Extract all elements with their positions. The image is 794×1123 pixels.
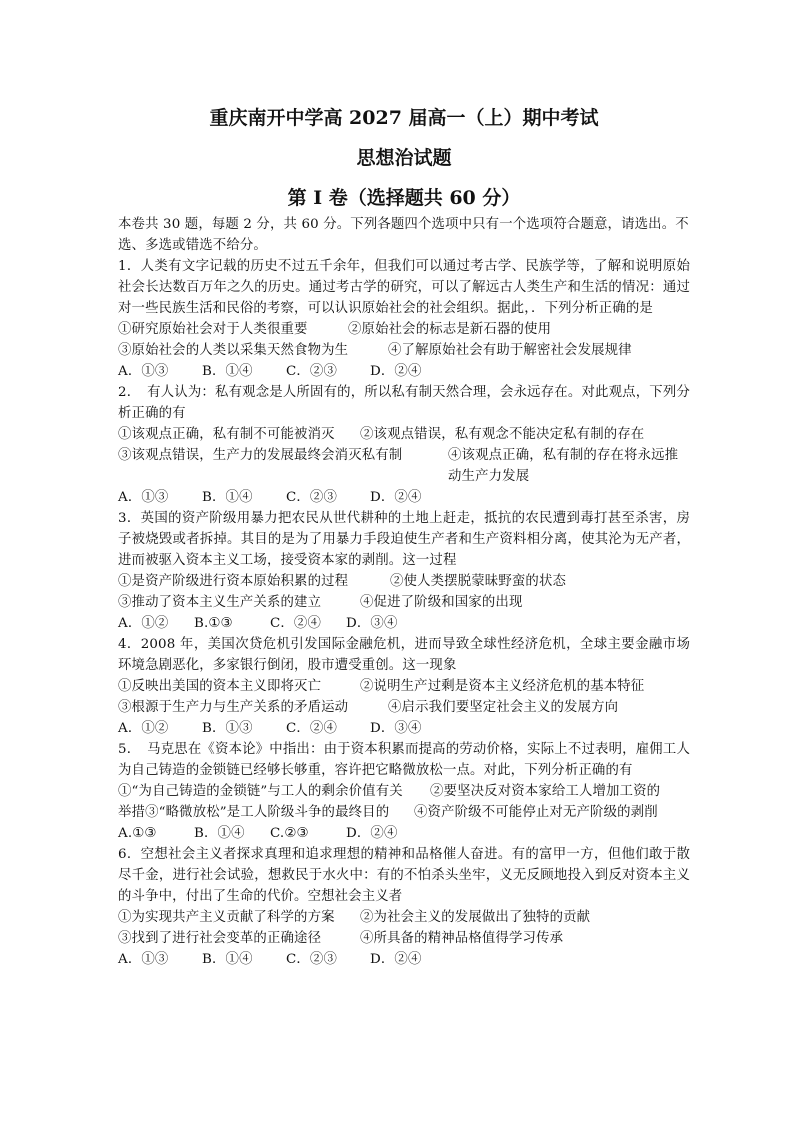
answer-choices <box>118 487 690 508</box>
option: ③推动了资本主义生产关系的建立 <box>118 595 322 610</box>
answer-choice-d: D．②④ <box>370 490 422 505</box>
option: ①是资产阶级进行资本原始积累的过程 <box>118 574 349 589</box>
option: ②该观点错误，私有观念不能决定私有制的存在 <box>360 427 645 442</box>
option-row <box>118 340 690 361</box>
answer-choice-a: A．①③ <box>118 490 169 505</box>
option: ②原始社会的标志是新石器的使用 <box>348 322 552 337</box>
answer-choice-b: B．①④ <box>194 826 245 841</box>
exam-page <box>118 100 690 970</box>
answer-choices <box>118 361 690 382</box>
option: ③找到了进行社会变革的正确途径 <box>118 931 322 946</box>
question-stem: 6．空想社会主义者探求真理和追求理想的精神和品格催人奋进。有的富甲一方，但他们敢于散尽千金，进行社会试验，想救民于水火中：有的不怕杀头坐牢，义无反顾地投入到反对资本主义的斗争中，付出了生命的代价。空想社会主义者 <box>118 847 690 904</box>
answer-choice-a: A．①② <box>118 616 169 631</box>
option: ②为社会主义的发展做出了独特的贡献 <box>360 910 591 925</box>
option-row <box>118 928 690 949</box>
question-stem: 5． 马克思在《资本论》中指出：由于资本积累而提高的劳动价格，实际上不过表明，雇佣工人为自己铸造的金锁链已经够长够重，容许把它略微放松一点。对此，下列分析正确的有 <box>118 742 690 778</box>
answer-choice-d: D．②④ <box>370 952 422 967</box>
answer-choices <box>118 718 690 739</box>
answer-choice-c: C．②③ <box>286 952 338 967</box>
question-1 <box>118 256 690 382</box>
answer-choice-c: C．②④ <box>270 616 322 631</box>
option-row <box>118 781 690 802</box>
answer-choice-b: B．①③ <box>202 721 253 736</box>
option-row <box>118 319 690 340</box>
option: ④促进了阶级和国家的出现 <box>360 595 523 610</box>
answer-choice-d: D．③④ <box>370 721 422 736</box>
option: ②使人类摆脱蒙昧野蛮的状态 <box>390 574 567 589</box>
question-stem: 1．人类有文字记载的历史不过五千余年，但我们可以通过考古学、民族学等，了解和说明原始社会长达数百万年之久的历史。通过考古学的研究，可以了解远古人类生产和生活的情况：通过对一些民族生活和民俗的考察，可以认识原始社会的社会组织。据此，．下列分析正确的是 <box>118 259 690 316</box>
option: ②说明生产过剩是资本主义经济危机的基本特征 <box>360 679 645 694</box>
answer-choices <box>118 613 690 634</box>
option-row <box>118 445 690 487</box>
question-2 <box>118 382 690 508</box>
option: ②要坚决反对资本家给工人增加工资的 <box>430 784 661 799</box>
option: ③该观点错误，生产力的发展最终会消灭私有制 <box>118 448 403 463</box>
question-6 <box>118 844 690 970</box>
question-stem: 4．2008 年，美国次贷危机引发国际金融危机，进而导致全球性经济危机，全球主要金融市场环境急剧恶化，多家银行倒闭，股市遭受重创。这一现象 <box>118 637 690 673</box>
option: ①反映出美国的资本主义即将灭亡 <box>118 679 322 694</box>
question-4 <box>118 634 690 739</box>
section-title: 第 I 卷（选择题共 60 分） <box>287 187 521 209</box>
answer-choices <box>118 949 690 970</box>
answer-choice-c: C．②④ <box>286 721 338 736</box>
answer-choice-a: A.①③ <box>118 826 157 841</box>
option: ③根源于生产力与生产关系的矛盾运动 <box>118 700 349 715</box>
answer-choice-b: B．①④ <box>202 952 253 967</box>
exam-body <box>118 214 690 970</box>
instructions: 本卷共 30 题，每题 2 分，共 60 分。下列各题四个选项中只有一个选项符合题意，请选出。不选、多选或错选不给分。 <box>118 217 689 253</box>
answer-choice-c: C.②③ <box>270 826 309 841</box>
option-row <box>118 424 690 445</box>
question-stem: 2． 有人认为：私有观念是人所固有的，所以私有制天然合理，会永远存在。对此观点，下列分析正确的有 <box>118 385 690 421</box>
subject-title: 思想治试题 <box>356 147 452 169</box>
option: ④该观点正确，私有制的存在将永远推动生产力发展 <box>448 448 679 484</box>
answer-choice-a: A．①③ <box>118 952 169 967</box>
answer-choice-a: A．①② <box>118 721 169 736</box>
answer-choice-b: B.①③ <box>194 616 233 631</box>
option-row <box>118 592 690 613</box>
option: ③原始社会的人类以采集天然食物为生 <box>118 343 349 358</box>
option-row <box>118 697 690 718</box>
option: ④所具备的精神品格值得学习传承 <box>360 931 564 946</box>
answer-choice-d: D．②④ <box>370 364 422 379</box>
answer-choice-b: B．①④ <box>202 490 253 505</box>
option: ①研究原始社会对于人类很重要 <box>118 322 308 337</box>
option: ①为实现共产主义贡献了科学的方案 <box>118 910 335 925</box>
option: ④启示我们要坚定社会主义的发展方向 <box>388 700 619 715</box>
answer-choice-c: C．②③ <box>286 490 338 505</box>
answer-choices <box>118 823 690 844</box>
question-3 <box>118 508 690 634</box>
answer-choice-c: C．②③ <box>286 364 338 379</box>
option: 举措③“略微放松”是工人阶级斗争的最终目的 <box>118 805 390 820</box>
answer-choice-b: B．①④ <box>202 364 253 379</box>
answer-choice-d: D．③④ <box>346 616 398 631</box>
answer-choice-a: A．①③ <box>118 364 169 379</box>
option: ①该观点正确，私有制不可能被消灭 <box>118 427 335 442</box>
answer-choice-d: D．②④ <box>346 826 398 841</box>
exam-title: 重庆南开中学高 2027 届高一（上）期中考试 <box>209 107 599 129</box>
option-row <box>118 802 690 823</box>
question-stem: 3．英国的资产阶级用暴力把农民从世代耕种的土地上赶走，抵抗的农民遭到毒打甚至杀害，房子被烧毁或者拆掉。其目的是为了用暴力手段迫使生产者和生产资料相分离，使其沦为无产者，进而被驱入资本主义工场，接受资本家的剥削。这一过程 <box>118 511 690 568</box>
option: ④了解原始社会有助于解密社会发展规律 <box>388 343 632 358</box>
option: ①“为自己铸造的金锁链”与工人的剩余价值有关 <box>118 784 403 799</box>
option: ④资产阶级不可能停止对无产阶级的剥削 <box>414 805 658 820</box>
option-row <box>118 571 690 592</box>
option-row <box>118 676 690 697</box>
question-5 <box>118 739 690 844</box>
option-row <box>118 907 690 928</box>
